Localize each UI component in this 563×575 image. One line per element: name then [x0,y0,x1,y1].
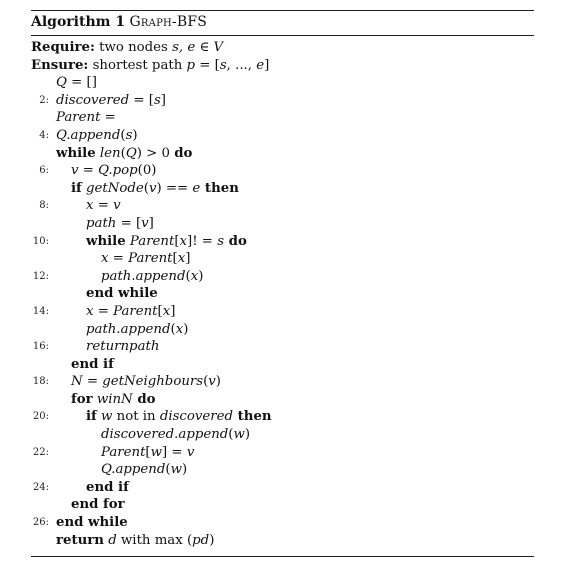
algorithm-label: Algorithm 1 [31,14,126,30]
line-code [86,408,272,426]
math-token: winN [96,391,133,407]
algorithm-line [31,162,534,180]
math-token: e [256,57,265,73]
line-number: 24: [32,481,49,493]
text-token: ) [181,462,188,478]
line-number: 22: [32,446,49,458]
algorithm-line [31,127,534,145]
algorithm-line [31,109,534,127]
line-code [86,233,247,251]
keyword: if [71,180,82,196]
keyword: end if [71,356,114,372]
line-code [56,109,116,127]
math-token: Q.pop [98,163,138,179]
line-number: 2: [39,94,49,106]
math-token: x [86,303,94,319]
text-token: = [ [195,57,220,73]
algorithm-line [31,496,534,514]
math-token: v [71,163,79,179]
algorithm-line [31,57,534,75]
math-token: discovered.append [101,427,229,443]
line-code [101,250,190,268]
line-code [86,215,154,233]
algorithm-line [31,197,534,215]
text-token: ( [120,127,126,143]
text-token: ) == [156,180,193,196]
text-token: ) [198,268,204,284]
math-token: w [233,427,245,443]
math-token: v [186,444,195,460]
line-code [71,162,156,180]
line-code [86,285,158,303]
line-number: 16: [32,341,49,353]
math-token: e [192,180,201,196]
text-token: = [108,251,129,267]
line-code [56,145,192,163]
line-code [86,479,129,497]
algorithm-line [31,180,534,198]
text-token: ] [148,215,154,231]
keyword: do [132,391,156,407]
text-token: ] [185,251,191,267]
keyword: end for [71,497,125,513]
line-number: 8: [39,200,49,212]
line-code [31,39,223,57]
keyword: Ensure: [31,57,89,73]
keyword: if [86,409,97,425]
text-token: shortest path [88,57,187,73]
text-token: ( [203,374,209,390]
caption-rule [31,35,534,36]
math-token: len [99,145,121,161]
math-token: s [125,127,133,143]
algorithm-line [31,444,534,462]
line-code [56,532,214,550]
algorithm-line [31,356,534,374]
text-token: [ [174,233,180,249]
math-token: d [108,532,117,548]
math-token: v [148,180,157,196]
text-token: , ..., [226,57,257,73]
line-code [86,197,121,215]
keyword: Require: [31,40,95,55]
math-token: path [86,215,117,231]
text-token: ]! = [187,233,218,249]
keyword: for [71,391,93,407]
text-token: ) [215,374,221,390]
line-code [86,338,159,356]
math-token: Parent [101,444,146,460]
math-token: N [71,374,83,390]
math-token: x [177,251,186,267]
line-number: 4: [39,129,49,141]
text-token: ∈ [195,40,214,55]
line-code [101,444,194,462]
math-token: x [190,268,199,284]
keyword: end while [56,515,128,531]
text-token: = [100,110,116,126]
keyword: while [86,233,126,249]
line-code [101,268,203,286]
line-code [56,514,128,532]
line-code [71,391,155,409]
math-token: s [217,233,225,249]
text-token: ) [209,532,215,548]
line-number: 26: [32,517,49,529]
text-token: ( [120,145,126,161]
algorithm-caption [31,11,534,34]
text-token: ) [183,321,189,337]
math-token: getNeighbours [102,374,204,390]
algorithm-name: Graph-BFS [129,14,208,30]
math-token: w [170,462,182,478]
algorithm-line [31,285,534,303]
line-number: 20: [32,411,49,423]
algorithm-lines [31,39,534,549]
algorithm-line [31,39,534,57]
text-token: [ [157,303,163,319]
math-token: x [179,233,188,249]
text-token: ( [228,427,234,443]
math-token: s [153,92,161,108]
line-code [101,426,250,444]
text-token: ) [244,427,251,443]
bottom-rule [31,556,534,557]
math-token: V [213,40,224,55]
keyword: do [174,145,193,161]
line-code [56,74,97,92]
algorithm-line [31,321,534,339]
text-token: = [ [116,215,142,231]
math-token: v [141,215,149,231]
text-token: = [82,374,103,390]
math-token: returnpath [86,339,160,355]
text-token: ] [170,303,176,319]
text-token: = [93,303,114,319]
math-token: x [175,321,184,337]
line-code [31,57,269,75]
text-token: (0) [137,163,157,179]
text-token: [ [145,444,151,460]
math-token: Q [125,145,137,161]
keyword: then [233,409,272,425]
keyword: end if [86,479,129,495]
text-token: ) > 0 [136,145,175,161]
line-code [71,180,239,198]
math-token: path.append [101,268,186,284]
line-code [101,461,187,479]
text-token: with max ( [116,532,193,548]
algorithm-line [31,514,534,532]
text-token: ( [185,268,191,284]
math-token: Parent [56,110,101,126]
line-number: 14: [32,305,49,317]
math-token: pd [192,532,210,548]
text-token: ( [143,180,149,196]
math-token: Parent [113,303,158,319]
math-token: getNode [86,180,144,196]
algorithm-box [31,10,534,549]
line-code [71,373,221,391]
algorithm-line [31,338,534,356]
math-token: path.append [86,321,171,337]
algorithm-line [31,408,534,426]
math-token: x [162,303,171,319]
keyword: return [56,532,104,548]
algorithm-line [31,303,534,321]
line-number: 10: [32,235,49,247]
text-token: ] [160,92,166,108]
line-number: 18: [32,376,49,388]
text-token: = [78,163,99,179]
line-code [56,127,138,145]
math-token: s [219,57,227,73]
line-code [71,496,125,514]
keyword: while [56,145,96,161]
math-token: x [101,251,109,267]
math-token: discovered [159,409,233,425]
algorithm-line [31,268,534,286]
algorithm-line [31,461,534,479]
algorithm-line [31,250,534,268]
text-token: ] [264,57,270,73]
algorithm-line [31,233,534,251]
math-token: w [101,409,113,425]
algorithm-line [31,215,534,233]
text-token: ) [132,127,138,143]
math-token: v [208,374,216,390]
math-token: p [186,57,196,73]
math-token: Q.append [56,127,121,143]
math-token: w [150,444,163,460]
math-token: Q [56,75,67,91]
algorithm-line [31,145,534,163]
keyword: do [224,233,247,249]
algorithm-line [31,479,534,497]
text-token: = [93,198,114,214]
algorithm-line [31,74,534,92]
algorithm-line [31,92,534,110]
text-token: [ [172,251,178,267]
line-code [56,92,166,110]
text-token: ( [165,462,171,478]
text-token: not in [112,409,160,425]
line-code [86,303,175,321]
line-code [71,356,114,374]
line-number: 6: [39,165,49,177]
line-code [86,321,188,339]
math-token: s, e [172,40,196,55]
algorithm-line [31,391,534,409]
math-token: x [86,198,94,214]
math-token: Parent [129,233,175,249]
line-number: 12: [32,270,49,282]
math-token: Parent [128,251,173,267]
keyword: end while [86,286,158,302]
math-token: v [113,198,121,214]
algorithm-line [31,426,534,444]
text-token: = [ [129,92,154,108]
text-token: ( [170,321,176,337]
keyword: then [200,180,239,196]
text-token: two nodes [94,40,173,55]
algorithm-line [31,532,534,550]
math-token: Q.append [101,462,166,478]
text-token: = [] [66,75,97,91]
math-token: discovered [56,92,130,108]
text-token: ] = [162,444,187,460]
algorithm-line [31,373,534,391]
